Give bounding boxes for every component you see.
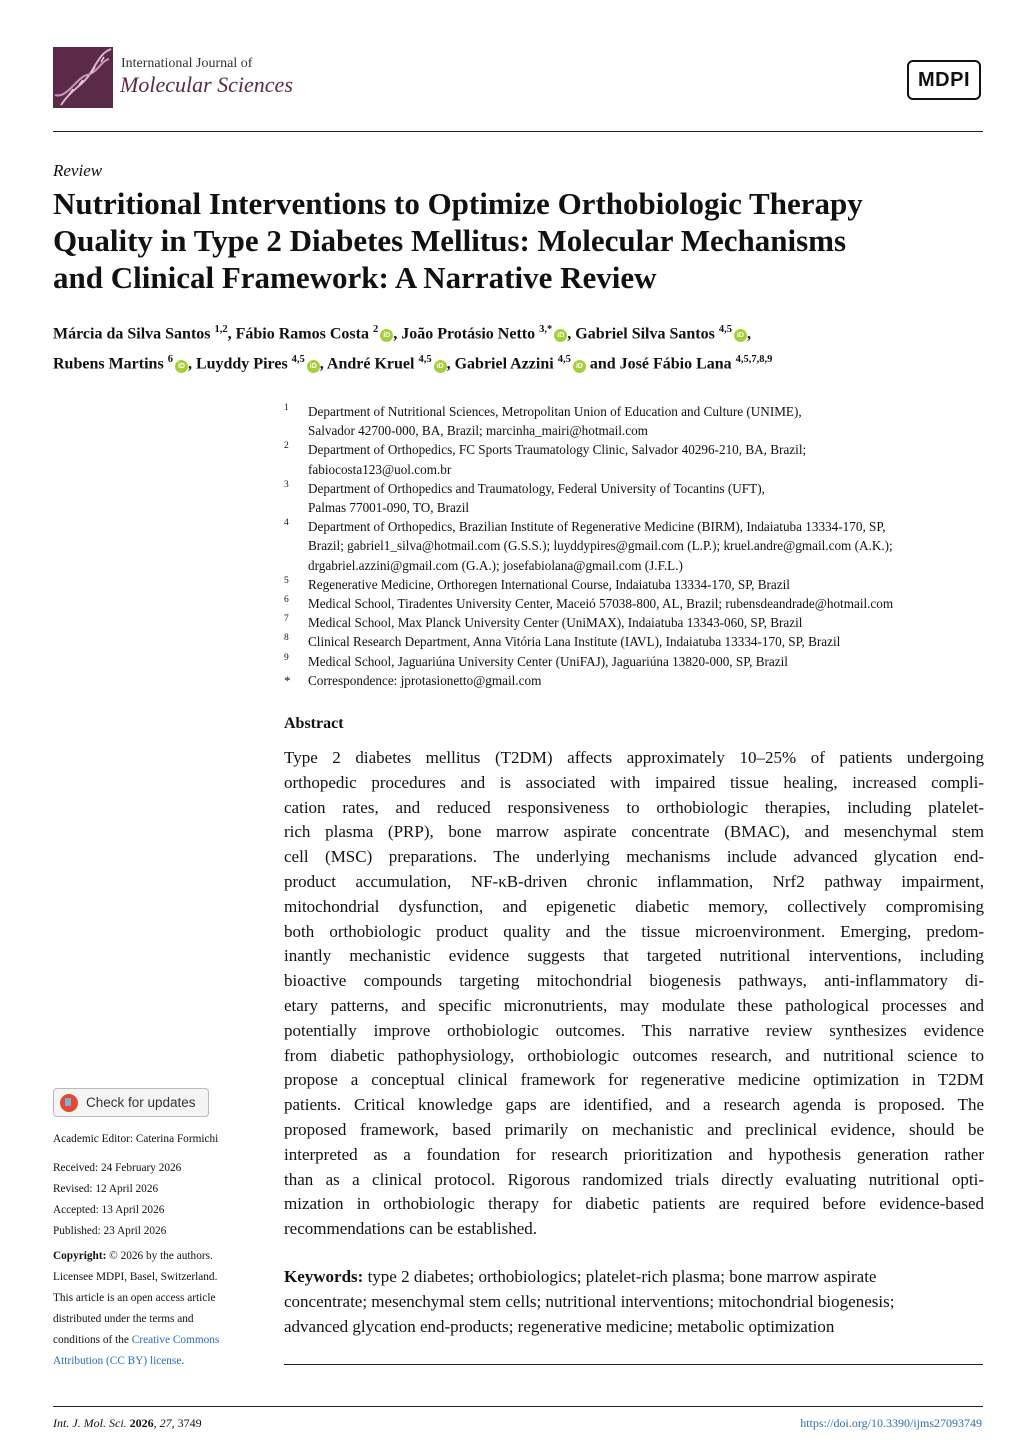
author-separator: ,	[187, 355, 196, 373]
journal-abbrev: Int. J. Mol. Sci.	[53, 1416, 127, 1430]
affiliation-number: 4	[284, 518, 289, 529]
author-separator: and	[585, 355, 620, 373]
affiliation-number: 1	[284, 403, 289, 413]
affiliation-item	[284, 613, 994, 632]
title-line: Quality in Type 2 Diabetes Mellitus: Molecular Mechanisms	[53, 223, 847, 258]
abstract-line: rich plasma (PRP), bone marrow aspirate concentrate (BMAC), and mesenchymal stem	[284, 822, 984, 842]
citation-info: Int. J. Mol. Sci. 2026, 27, 3749	[53, 1416, 202, 1430]
author-name[interactable]: João Protásio Netto	[401, 325, 540, 343]
author-name[interactable]: Gabriel Silva Santos	[575, 325, 719, 343]
copyright-notice	[53, 1246, 263, 1372]
author-separator: ,	[446, 355, 455, 373]
affiliation-number: 5	[284, 575, 289, 586]
author-name[interactable]: Márcia da Silva Santos	[53, 325, 215, 343]
title-line: and Clinical Framework: A Narrative Review	[53, 260, 657, 295]
footer-divider	[53, 1406, 983, 1407]
affiliation-text: Medical School, Max Planck University Center (UniMAX), Indaiatuba 13343-060, SP, Brazil	[308, 615, 803, 631]
copyright-text: .	[181, 1355, 185, 1367]
affiliation-text: Clinical Research Department, Anna Vitória Lana Institute (IAVL), Indaiatuba 13334-170, SP, Brazil	[308, 634, 841, 650]
orcid-icon[interactable]: iD	[434, 360, 447, 373]
orcid-icon[interactable]: iD	[380, 329, 393, 342]
received-date: Received: 24 February 2026	[53, 1162, 182, 1174]
accepted-date: Accepted: 13 April 2026	[53, 1204, 165, 1216]
orcid-icon[interactable]: iD	[734, 329, 747, 342]
affiliation-text: Correspondence: jprotasionetto@gmail.com	[308, 672, 542, 688]
affiliation-text: Department of Orthopedics, FC Sports Traumatology Clinic, Salvador 40296-210, BA, Brazil;	[308, 442, 807, 458]
keywords-line: concentrate; mesenchymal stem cells; nutritional interventions; mitochondrial biogenesis;	[284, 1291, 895, 1311]
academic-editor: Academic Editor: Caterina Formichi	[53, 1133, 219, 1145]
abstract-line: interpreted as a foundation for research prioritization and hypothesis generation rather	[284, 1144, 984, 1164]
keywords-label: Keywords:	[284, 1267, 364, 1286]
author-list	[53, 317, 988, 378]
author-name[interactable]: André Kruel	[326, 355, 419, 373]
author-affiliation-marker: 1,2	[214, 324, 228, 335]
affiliation-number: 8	[284, 633, 289, 644]
author-separator: ,	[393, 325, 402, 343]
publisher-logo[interactable]: MDPI	[907, 60, 981, 100]
affiliation-item	[284, 594, 994, 613]
orcid-icon[interactable]: iD	[307, 360, 320, 373]
affiliation-text: Department of Nutritional Sciences, Metropolitan Union of Education and Culture (UNIME),	[308, 404, 802, 419]
journal-name: Molecular Sciences	[120, 72, 293, 97]
affiliation-text: Regenerative Medicine, Orthoregen International Course, Indaiatuba 13334-170, SP, Brazil	[308, 576, 790, 592]
author-name[interactable]: Gabriel Azzini	[454, 355, 558, 373]
affiliation-item	[284, 632, 994, 651]
affiliation-text: Salvador 42700-000, BA, Brazil; marcinha_mairi@hotmail.com	[308, 423, 648, 439]
affiliation-text: Department of Orthopedics, Brazilian Institute of Regenerative Medicine (BIRM), Indaiatuba 13334-170, SP,	[308, 519, 886, 535]
affiliation-number: 7	[284, 614, 289, 625]
affiliations	[284, 402, 994, 690]
author-affiliation-marker: 4,5	[718, 324, 732, 335]
abstract-line: mitochondrial dysfunction, and epigenetic diabetic memory, collectively compromising	[284, 896, 984, 916]
affiliation-item	[284, 671, 994, 690]
affiliation-number: *	[284, 672, 291, 688]
citation-article: 3749	[177, 1416, 202, 1430]
abstract-line: than as a clinical protocol. Rigorous randomized trials directly evaluating nutritional opti-	[284, 1169, 984, 1189]
copyright-text: © 2026 by the authors.	[106, 1250, 213, 1262]
abstract-line: both orthobiologic product quality and the tissue microenvironment. Emerging, predom-	[284, 921, 984, 941]
author-affiliation-marker: 4,5	[418, 354, 432, 366]
affiliation-number: 2	[284, 441, 289, 452]
header-divider	[53, 131, 983, 132]
publication-dates	[53, 1158, 181, 1242]
journal-prefix: International Journal of	[121, 56, 253, 71]
citation-volume: 27	[159, 1416, 172, 1430]
orcid-icon[interactable]: iD	[554, 329, 567, 342]
author-name[interactable]: José Fábio Lana	[619, 355, 736, 373]
affiliation-text: fabiocosta123@uol.com.br	[308, 461, 452, 477]
citation-year: 2026	[129, 1416, 154, 1430]
affiliation-text: Palmas 77001-090, TO, Brazil	[308, 500, 470, 516]
abstract-line: etary patterns, and specific micronutrients, may modulate these pathological processes and	[284, 995, 984, 1015]
affiliation-number: 9	[284, 652, 289, 663]
keywords	[284, 1265, 984, 1339]
author-affiliation-marker: 4,5	[557, 354, 571, 366]
keywords-text: type 2 diabetes; orthobiologics; platelet-rich plasma; bone marrow aspirate	[363, 1267, 877, 1286]
copyright-text: This article is an open access article	[53, 1292, 216, 1304]
published-date: Published: 23 April 2026	[53, 1225, 167, 1237]
check-updates-label: Check for updates	[86, 1095, 196, 1110]
affiliation-text: Medical School, Jaguariúna University Center (UniFAJ), Jaguariúna 13820-000, SP, Brazil	[308, 653, 788, 669]
copyright-label: Copyright:	[53, 1250, 107, 1262]
affiliation-item	[284, 575, 994, 594]
abstract-body	[284, 746, 984, 1242]
affiliation-text: Medical School, Tiradentes University Center, Maceió 57038-800, AL, Brazil; rubensdeandrade@hotmail.com	[308, 596, 894, 612]
affiliation-item	[284, 440, 994, 478]
journal-logo	[53, 47, 113, 108]
affiliation-item	[284, 652, 994, 671]
keywords-line: advanced glycation end-products; regenerative medicine; metabolic optimization	[284, 1316, 835, 1336]
abstract-line: mization in orthobiologic therapy for diabetic patients are required before evidence-based	[284, 1194, 984, 1214]
keywords-line	[284, 1265, 984, 1290]
abstract-line: recommendations can be established.	[284, 1219, 538, 1239]
author-affiliation-marker: 4,5,7,8,9	[735, 354, 773, 366]
author-separator: ,	[567, 325, 576, 343]
abstract-line: proposed framework, based primarily on mechanistic and preclinical evidence, should be	[284, 1119, 984, 1139]
affiliation-text: Department of Orthopedics and Traumatology, Federal University of Tocantins (UFT),	[308, 480, 765, 496]
author-affiliation-marker: 4,5	[291, 354, 305, 366]
dna-helix-icon	[53, 47, 113, 108]
orcid-icon[interactable]: iD	[573, 360, 586, 373]
author-affiliation-marker: 6	[167, 354, 173, 366]
check-updates-icon	[60, 1094, 78, 1112]
affiliation-number: 3	[284, 479, 289, 490]
license-link[interactable]: Creative Commons	[131, 1334, 220, 1346]
affiliation-item	[284, 402, 994, 440]
abstract-line: bioactive compounds targeting mitochondrial biogenesis pathways, anti-inflammatory di-	[284, 971, 984, 991]
author-affiliation-marker: 3,*	[539, 324, 553, 335]
affiliation-text: Brazil; gabriel1_silva@hotmail.com (G.S.S.); luyddypires@gmail.com (L.P.); kruel.andre@gmail.com (A.K.);	[308, 538, 893, 554]
affiliation-number: 6	[284, 595, 289, 606]
abstract-line: potentially improve orthobiologic outcomes. This narrative review synthesizes evidence	[284, 1020, 984, 1040]
license-link[interactable]: Attribution (CC BY) license	[53, 1355, 182, 1367]
author-separator: ,	[227, 325, 236, 343]
abstract-line: from diabetic pathophysiology, orthobiologic outcomes research, and nutritional science to	[284, 1045, 984, 1065]
title-line: Nutritional Interventions to Optimize Orthobiologic Therapy	[53, 186, 863, 221]
copyright-text: distributed under the terms and	[53, 1313, 194, 1325]
abstract-line: Type 2 diabetes mellitus (T2DM) affects approximately 10–25% of patients undergoing	[284, 748, 984, 767]
copyright-text: Licensee MDPI, Basel, Switzerland.	[53, 1271, 218, 1283]
doi-link[interactable]: https://doi.org/10.3390/ijms27093749	[800, 1416, 982, 1430]
affiliation-item	[284, 517, 994, 575]
orcid-icon[interactable]: iD	[175, 360, 188, 373]
article-type: Review	[53, 161, 103, 180]
abstract-line: cation rates, and reduced responsiveness to orthobiologic therapies, including platelet-	[284, 797, 984, 817]
author-line	[53, 317, 988, 347]
author-name[interactable]: Rubens Martins	[53, 355, 168, 373]
abstract-line: cell (MSC) preparations. The underlying mechanisms include advanced glycation end-	[284, 847, 984, 867]
abstract-line: product accumulation, NF-κB-driven chronic inflammation, Nrf2 pathway impairment,	[284, 871, 984, 891]
abstract-line: inantly mechanistic evidence suggests that targeted nutritional interventions, including	[284, 946, 984, 966]
author-name[interactable]: Fábio Ramos Costa	[235, 325, 373, 343]
affiliation-text: drgabriel.azzini@gmail.com (G.A.); josefabiolana@gmail.com (J.F.L.)	[308, 557, 683, 573]
author-separator: ,	[746, 325, 751, 343]
keywords-divider	[284, 1364, 983, 1365]
author-affiliation-marker: 2	[372, 324, 379, 335]
author-separator: ,	[319, 355, 327, 373]
affiliation-item	[284, 479, 994, 517]
abstract-line: patients. Critical knowledge gaps are identified, and a research agenda is proposed. The	[284, 1095, 984, 1115]
revised-date: Revised: 12 April 2026	[53, 1183, 159, 1195]
author-line	[53, 347, 988, 377]
copyright-text: conditions of the	[53, 1334, 132, 1346]
check-for-updates-button[interactable]	[53, 1088, 209, 1117]
abstract-heading: Abstract	[284, 715, 344, 732]
article-title	[53, 185, 983, 296]
abstract-line: propose a conceptual clinical framework for regenerative medicine optimization in T2DM	[284, 1070, 984, 1090]
author-name[interactable]: Luyddy Pires	[195, 355, 292, 373]
abstract-line: orthopedic procedures and is associated with impaired tissue healing, increased compli-	[284, 772, 984, 792]
